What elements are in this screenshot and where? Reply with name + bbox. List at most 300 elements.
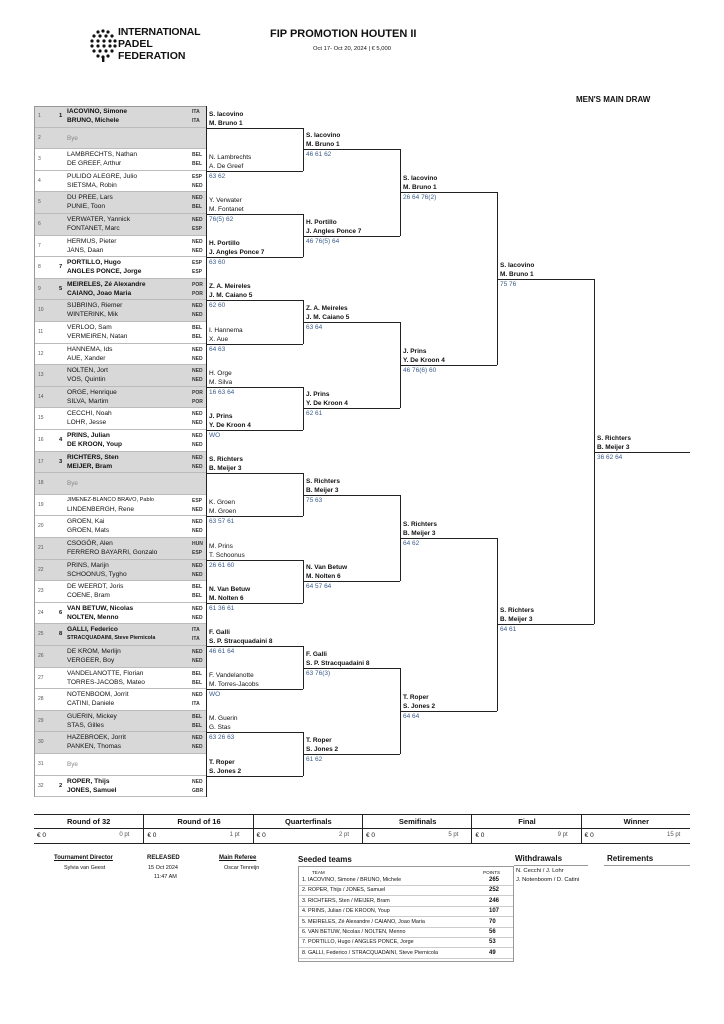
winner-team-b: B. Meijer 3 [597, 443, 630, 451]
r32-connector [206, 538, 207, 581]
player-2-country: NED [192, 355, 203, 362]
round-cell [471, 815, 581, 843]
player-1-name: HANNEMA, Ids [67, 345, 113, 353]
player-1-name: JIMENEZ-BLANCO BRAVO, Pablo [67, 496, 154, 503]
seed-number: 1 [59, 113, 63, 119]
entry-row [34, 711, 206, 733]
entry-number: 29 [38, 717, 44, 724]
player-1-name: CSOGÓR, Alen [67, 540, 113, 547]
entry-row [34, 128, 206, 150]
r16-team-a: S. Iacovino [209, 110, 244, 118]
player-1-name: GUERIN, Mickey [67, 712, 117, 720]
tournament-dates-prize [313, 45, 391, 54]
player-1-name: VAN BETUW, Nicolas [67, 604, 134, 612]
r32-connector [206, 322, 207, 365]
r32-connector [206, 668, 207, 711]
r16-team-a: S. Richters [209, 456, 243, 464]
entry-number: 25 [38, 631, 44, 638]
player-1-name: HERMUS, Pieter [67, 237, 117, 245]
r32-connector [206, 192, 207, 235]
player-1-name: MEIRELES, Zé Alexandre [67, 280, 146, 288]
r16-team-b: M. Torres-Jacobs [209, 681, 259, 689]
tournament-title: FIP PROMOTION HOUTEN II [270, 28, 417, 40]
entry-row [34, 344, 206, 366]
player-2-country: ITA [192, 636, 200, 643]
round-money: € 0 [366, 832, 376, 839]
player-2-country: ITA [192, 701, 200, 708]
player-1-country: NED [192, 562, 203, 569]
r16-score: 76(5) 62 [209, 216, 234, 223]
player-1-country: NED [192, 778, 203, 785]
r16-score: 61 36 61 [209, 604, 235, 612]
seeded-points: 107 [489, 908, 500, 915]
player-2-country: NED [192, 463, 203, 470]
round-points: 9 pt [557, 832, 568, 838]
player-1-name: RICHTERS, Sten [67, 453, 119, 461]
draw-name: MEN'S MAIN DRAW [576, 95, 651, 104]
entry-row [34, 538, 206, 560]
qf-team-a: H. Portillo [306, 218, 337, 226]
entry-number: 21 [38, 545, 44, 551]
player-1-country: NED [192, 605, 203, 612]
player-2-country: BEL [192, 679, 202, 686]
player-2-name: WINTERINK, Mik [67, 311, 118, 319]
player-2-name: DE GREEF, Arthur [67, 160, 122, 168]
player-2-name: VERGEER, Boy [67, 657, 115, 664]
round-points: 0 pt [119, 832, 130, 838]
r16-team-b: M. Nolten 6 [209, 594, 244, 602]
player-1-country: NED [192, 519, 203, 526]
sf-score: 64 64 [403, 712, 420, 720]
player-1-country: NED [192, 692, 203, 699]
sf-team-b: M. Bruno 1 [403, 184, 437, 192]
entry-row [34, 387, 206, 409]
team-col-header: TEAM [312, 870, 325, 875]
qf-score: 64 57 64 [306, 583, 332, 591]
player-2-country: NED [192, 442, 203, 448]
round-points: 15 pt [666, 832, 681, 838]
entries-top-border [34, 106, 206, 107]
player-2-country: BEL [192, 161, 202, 168]
r16-team-b: X. Aue [209, 335, 229, 343]
entry-number: 20 [38, 523, 44, 530]
entry-row [34, 495, 206, 517]
player-2-country: NED [192, 571, 203, 578]
player-2-country: NED [192, 182, 203, 189]
player-2-country: BEL [192, 593, 202, 600]
r32-connector [206, 279, 207, 322]
player-1-name: CECCHI, Noah [67, 410, 112, 418]
player-1-country: NED [192, 735, 203, 742]
player-1-country: BEL [192, 152, 202, 159]
player-2-country: POR [192, 290, 203, 297]
qf-team-a: F. Galli [306, 650, 327, 658]
entry-row [34, 149, 206, 171]
entry-row [34, 624, 206, 646]
qf-team-b: B. Meijer 3 [306, 486, 339, 494]
withdrawals-title: Withdrawals [515, 854, 563, 863]
r16-team-a: F. Galli [209, 629, 230, 636]
prize-money: € 5,000 [371, 46, 391, 52]
player-1-name: VANDELANOTTE, Florian [67, 669, 144, 677]
final-team-b: M. Bruno 1 [500, 270, 534, 278]
player-1-name: PORTILLO, Hugo [67, 259, 121, 267]
player-1-country: NED [192, 238, 203, 245]
seeded-points: 246 [489, 897, 500, 904]
r16-team-b: S. P. Stracquadaini 8 [209, 638, 273, 645]
seed-number: 3 [59, 458, 63, 465]
seeded-points: 56 [489, 929, 496, 935]
bye-label: Bye [67, 134, 78, 142]
player-1-country: NED [192, 433, 203, 439]
entry-number: 31 [38, 761, 44, 767]
r16-score: 63 62 [209, 172, 226, 180]
logo-line-2: PADEL [118, 38, 153, 50]
r32-connector [206, 365, 207, 408]
r16-team-b: M. Bruno 1 [209, 119, 243, 127]
entry-row [34, 689, 206, 711]
entry-number: 28 [38, 696, 44, 703]
entry-number: 15 [38, 415, 44, 422]
player-1-name: VERWATER, Yannick [67, 216, 131, 223]
qf-team-b: M. Bruno 1 [306, 141, 340, 149]
player-1-country: POR [192, 389, 203, 396]
r16-line [206, 128, 303, 129]
entry-number: 3 [38, 156, 41, 163]
entry-row [34, 322, 206, 344]
player-2-name: PANKEN, Thomas [67, 743, 121, 751]
sf-score: 26 64 76(2) [403, 194, 437, 202]
player-1-country: ESP [192, 497, 203, 504]
seed-number: 8 [59, 631, 63, 638]
round-cell [143, 815, 253, 843]
player-2-name: LOHR, Jesse [67, 419, 107, 427]
sf-team-a: J. Prins [403, 348, 427, 356]
player-1-country: NED [192, 195, 203, 202]
sf-team-a: S. Richters [403, 521, 437, 528]
seeded-points: 70 [489, 918, 496, 925]
qf-team-a: S. Richters [306, 477, 340, 485]
entry-number: 24 [38, 609, 44, 616]
entry-row [34, 732, 206, 754]
entry-number: 23 [38, 588, 44, 595]
qf-team-a: T. Roper [306, 737, 332, 744]
entry-number: 27 [38, 674, 44, 681]
final-team-b: B. Meijer 3 [500, 616, 533, 624]
entry-row [34, 192, 206, 214]
r16-team-b: S. Jones 2 [209, 767, 242, 775]
player-2-name: CATINI, Daniele [67, 700, 115, 708]
seeded-points: 53 [489, 939, 496, 946]
seeded-row-line [299, 958, 513, 959]
entry-number: 10 [38, 307, 44, 314]
qf-score: 63 64 [306, 324, 323, 331]
player-1-country: NED [192, 368, 203, 375]
entry-row [34, 408, 206, 430]
r16-line [206, 689, 303, 690]
r16-team-a: I. Hannema [209, 326, 243, 334]
entry-row [34, 171, 206, 193]
round-name: Winner [623, 817, 649, 826]
r16-team-b: A. De Greef [209, 162, 244, 170]
round-name: Round of 16 [177, 817, 221, 826]
entry-row [34, 560, 206, 582]
player-2-name: DE KROON, Youp [67, 441, 123, 448]
logo-line-3: FEDERATION [118, 50, 186, 62]
entry-row [34, 776, 206, 798]
entry-number: 2 [38, 134, 41, 141]
r16-team-b: M. Silva [209, 378, 233, 386]
entry-row [34, 214, 206, 236]
entry-number: 22 [38, 566, 44, 573]
round-name: Semifinals [398, 817, 437, 826]
winner-score: 36 62 64 [597, 453, 623, 461]
player-2-name: STAS, Gilles [67, 721, 104, 729]
entry-number: 13 [38, 372, 44, 379]
entry-number: 14 [38, 393, 44, 400]
qf-team-b: J. M. Caiano 5 [306, 314, 350, 321]
entry-number: 12 [38, 350, 44, 357]
qf-team-b: J. Angles Ponce 7 [306, 227, 362, 235]
player-2-name: LINDENBERGH, Rene [67, 505, 135, 513]
entry-number: 6 [38, 221, 41, 227]
round-cell [362, 815, 472, 843]
qf-score: 61 62 [306, 756, 323, 763]
retirements-title: Retirements [607, 854, 654, 863]
r16-team-a: Y. Verwater [209, 197, 242, 204]
entry-number: 4 [38, 177, 41, 184]
r16-line [206, 430, 303, 431]
round-name: Final [518, 817, 536, 826]
player-1-country: BEL [192, 325, 202, 331]
entry-number: 11 [38, 329, 44, 335]
retirements-underline [604, 865, 690, 866]
player-1-name: PRINS, Julian [67, 432, 110, 439]
footer [0, 852, 724, 962]
player-1-country: ESP [192, 260, 203, 267]
player-2-country: POR [192, 398, 203, 405]
director-label: Tournament Director [54, 855, 113, 861]
r16-team-a: K. Groen [209, 499, 236, 507]
rounds-prize-table [34, 814, 690, 844]
withdrawals-underline [514, 865, 588, 866]
r16-score: 26 61 60 [209, 561, 235, 569]
player-1-country: BEL [192, 713, 202, 720]
seeded-points: 252 [489, 887, 500, 894]
player-2-name: SCHOONUS, Tygho [67, 570, 127, 578]
seeded-team: 7. PORTILLO, Hugo / ANGLES PONCE, Jorge [302, 939, 414, 946]
player-2-country: NED [192, 744, 203, 751]
r16-team-a: Z. A. Meireles [209, 283, 251, 291]
sf-score: 64 62 [403, 540, 420, 547]
fip-logo [88, 26, 201, 66]
player-1-country: NED [192, 217, 203, 223]
player-2-name: FERRERO BAYARRI, Gonzalo [67, 549, 158, 556]
player-1-name: LAMBRECHTS, Nathan [67, 151, 137, 159]
player-2-country: ESP [192, 550, 203, 556]
qf-team-b: S. Jones 2 [306, 746, 339, 753]
seeded-team: 5. MEIRELES, Zé Alexandre / CAIANO, Joao Maria [302, 918, 425, 925]
rounds-divider [34, 828, 690, 829]
r16-team-b: J. Angles Ponce 7 [209, 249, 265, 257]
entry-row [34, 430, 206, 452]
bye-label: Bye [67, 761, 78, 768]
director-name: Sylvia van Geest [64, 865, 106, 871]
player-1-country: ITA [192, 627, 200, 634]
withdrawal-item: N. Cecchi / J. Lohr [516, 868, 564, 874]
entries-left-border [34, 106, 35, 797]
fip-logo-icon [88, 28, 118, 62]
seeded-team: 4. PRINS, Julian / DE KROON, Youp [302, 908, 390, 915]
entry-row [34, 668, 206, 690]
round-points: 5 pt [448, 832, 459, 838]
round-name: Round of 32 [66, 817, 111, 826]
r16-team-b: G. Stas [209, 724, 231, 732]
separator: | [368, 46, 370, 52]
player-1-country: NED [192, 411, 203, 418]
player-2-country: ITA [192, 118, 200, 124]
qf-team-a: N. Van Betuw [306, 564, 348, 572]
player-1-country: NED [192, 303, 203, 310]
round-cell [253, 815, 363, 843]
logo-line-1: INTERNATIONAL [118, 26, 201, 38]
r16-score: 64 63 [209, 345, 226, 353]
player-1-name: PULIDO ALEGRE, Julio [67, 172, 137, 180]
entry-row [34, 754, 206, 776]
r16-team-b: Y. De Kroon 4 [209, 422, 251, 429]
entry-row [34, 646, 206, 668]
player-2-name: SILVA, Martim [67, 397, 109, 405]
r16-team-b: J. M. Caiano 5 [209, 292, 253, 300]
qf-team-a: Z. A. Meireles [306, 305, 348, 312]
seeded-table [298, 866, 514, 962]
player-2-country: NED [192, 247, 203, 254]
r16-score: 16 63 64 [209, 388, 235, 396]
entry-row [34, 365, 206, 387]
r16-line [206, 776, 303, 777]
seeded-team: 1. IACOVINO, Simone / BRUNO, Michele [302, 877, 402, 883]
r32-connector [206, 236, 207, 279]
r16-team-b: T. Schoonus [209, 551, 245, 559]
sf-team-a: T. Roper [403, 693, 429, 701]
player-1-name: HAZEBROEK, Jorrit [67, 734, 126, 742]
r32-connector [206, 754, 207, 797]
entry-number: 17 [38, 458, 44, 465]
qf-team-a: S. Iacovino [306, 132, 341, 140]
player-1-name: GROEN, Kai [67, 518, 105, 526]
player-1-name: DE KROM, Merlijn [67, 648, 121, 655]
entry-row [34, 257, 206, 279]
entry-number: 1 [38, 113, 41, 119]
tournament-dates: Oct 17- Oct 20, 2024 [313, 46, 367, 52]
player-2-name: CAIANO, Joao Maria [67, 289, 132, 297]
r32-connector [206, 711, 207, 754]
r16-team-a: F. Vandelanotte [209, 672, 254, 680]
entry-row [34, 106, 206, 128]
player-2-name: VERMEIREN, Natan [67, 333, 128, 340]
points-col-header: POINTS [483, 870, 501, 875]
player-1-country: BEL [192, 584, 202, 591]
r16-team-b: M. Fontanet [209, 206, 244, 213]
sf-team-a: S. Iacovino [403, 175, 438, 183]
player-1-country: NED [192, 346, 203, 353]
entry-row [34, 603, 206, 625]
referee-name: Oscar Tenreijn [224, 865, 260, 871]
qf-score: 63 76(3) [306, 669, 331, 677]
seed-number: 4 [59, 437, 63, 443]
player-2-name: MEIJER, Bram [67, 462, 113, 470]
player-2-country: NED [192, 377, 203, 384]
seeded-team: 3. RICHTERS, Sten / MEIJER, Bram [302, 897, 390, 904]
player-2-country: NED [192, 506, 203, 513]
sf-team-b: B. Meijer 3 [403, 530, 436, 537]
seed-number: 2 [59, 782, 63, 789]
round-cell [581, 815, 691, 843]
player-1-country: ESP [192, 173, 203, 180]
round-money: € 0 [147, 832, 157, 839]
sf-team-b: S. Jones 2 [403, 702, 436, 710]
player-1-name: DU PREE, Lars [67, 194, 113, 202]
r32-connector [206, 624, 207, 667]
final-score: 75 76 [500, 280, 517, 288]
player-2-name: VOS, Quintin [67, 376, 106, 384]
entry-row [34, 452, 206, 474]
entry-number: 19 [38, 501, 44, 508]
player-1-name: PRINS, Marijn [67, 561, 109, 569]
round-cell [34, 815, 143, 843]
r16-team-b: M. Groen [209, 508, 237, 516]
player-1-name: VERLOO, Sam [67, 324, 112, 331]
seeded-team: 6. VAN BETUW, Nicolas / NOLTEN, Menno [302, 929, 406, 935]
r32-connector [206, 106, 207, 149]
entry-row [34, 300, 206, 322]
r16-score: WO [209, 432, 221, 439]
player-2-name: BRUNO, Michele [67, 117, 120, 124]
seeded-points: 49 [489, 949, 496, 956]
player-2-name: GROEN, Mats [67, 527, 110, 535]
player-1-name: DE WEERDT, Joris [67, 583, 124, 591]
withdrawal-item: J. Notenboom / D. Catini [516, 877, 580, 883]
qf-team-b: M. Nolten 6 [306, 573, 341, 581]
player-2-name: COENE, Bram [67, 592, 110, 600]
released-label: RELEASED [147, 855, 180, 861]
entry-row [34, 473, 206, 495]
player-2-country: BEL [192, 334, 202, 340]
round-name: Quarterfinals [284, 817, 332, 826]
r16-team-a: M. Prins [209, 542, 233, 550]
player-2-name: JONES, Samuel [67, 786, 117, 794]
r32-connector [206, 581, 207, 624]
entry-number: 16 [38, 437, 44, 443]
entry-number: 7 [38, 242, 41, 249]
player-2-country: NED [192, 312, 203, 319]
qf-score: 46 61 62 [306, 151, 332, 159]
seeded-team: 2. ROPER, Thijs / JONES, Samuel [302, 887, 386, 894]
player-2-country: BEL [192, 204, 202, 211]
player-1-country: ITA [192, 109, 200, 115]
player-2-name: SIETSMA, Robin [67, 181, 117, 189]
seed-number: 5 [59, 285, 63, 292]
entry-row [34, 279, 206, 301]
final-team-a: S. Richters [500, 607, 534, 615]
player-1-country: HUN [192, 541, 203, 547]
entry-row [34, 581, 206, 603]
player-2-country: NED [192, 614, 203, 621]
r16-team-a: H. Portillo [209, 240, 240, 248]
player-2-name: FONTANET, Marc [67, 225, 120, 232]
r16-score: 62 60 [209, 302, 226, 310]
player-2-name: AUE, Xander [67, 354, 106, 362]
